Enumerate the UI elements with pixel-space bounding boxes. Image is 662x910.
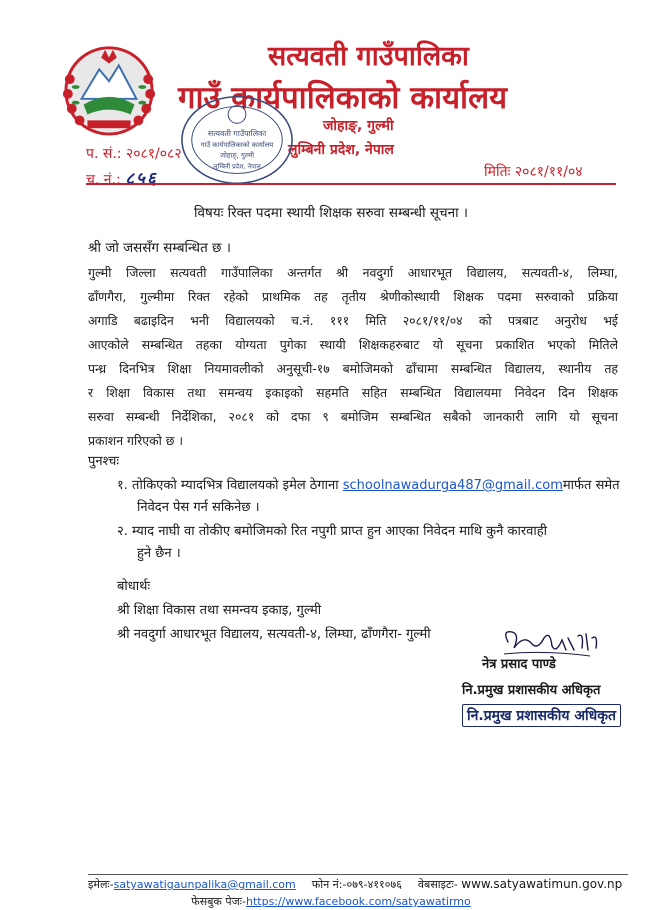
seal-line-2: गाउँ कार्यपालिकाको कार्यालय [200,140,274,149]
school-email-link[interactable]: schoolnawadurga487@gmail.com [342,478,563,493]
seal-line-4: लुम्बिनी प्रदेश, नेपाल [213,162,261,171]
date-value: २०८१/११/०४ [514,164,583,180]
postscript-item-1-continued: निवेदन पेस गर्न सकिनेछ । [137,500,260,515]
reference-number [86,144,182,163]
footer-phone: ०७९-४११०७६ [346,878,402,891]
letter-salutation: श्री जो जससँग सम्बन्धित छ । [88,240,231,256]
office-seal [178,92,296,188]
paragraph-line: अगाडि बढाइदिन भनी विद्यालयको च.नं. १११ मिति २०८१/११/०४ को पत्रबाट अनुरोध भई [88,313,618,328]
signer-title-stamp: नि.प्रमुख प्रशासकीय अधिकृत [462,704,621,727]
cc-heading: बोधार्थः [117,579,151,594]
item-text: तोकिएको म्यादभित्र विद्यालयको इमेल ठेगाना [132,478,343,493]
office-name: गाउँ कार्यपालिकाको कार्यालय [178,80,508,116]
footer-email-link[interactable]: satyawatigaunpalika@gmail.com [113,878,296,891]
postscript-item-2-continued: हुने छैन । [137,546,181,561]
dispatch-number-label: च. नं.: [86,172,121,188]
seal-line-3: जोहाङ्, गुल्मी [219,151,255,160]
seal-line-1: सत्यवती गाउँपालिका [207,129,267,139]
postscript-item-1 [117,475,620,493]
signer-title: नि.प्रमुख प्रशासकीय अधिकृत [462,683,601,698]
paragraph-line: पन्ध्र दिनभित्र शिक्षा नियमावलीको अनुसूची-१७ बमोजिमको ढाँचामा सम्बन्धित विद्यालय, स्थानीय तह [88,361,618,376]
item-text: मार्फत समेत [562,478,620,493]
postscript-heading: पुनश्चः [88,454,120,469]
paragraph-line: र शिक्षा विकास तथा समन्वय इकाइको सहमति सहित सम्बन्धित विद्यालयमा निवेदन दिन शिक्षक [88,385,618,400]
footer-divider [88,874,628,875]
paragraph-line: प्रकाशन गरिएको छ । [88,433,184,448]
reference-number-value: २०८१/०८२ [125,146,182,162]
footer-website-link[interactable]: www.satyawatimun.gov.np [461,877,623,891]
footer-facebook-link[interactable]: https://www.facebook.com/satyawatirmo [245,895,471,908]
signer-name: नेत्र प्रसाद पाण्डे [482,657,556,672]
item-number: १. [117,478,128,493]
footer-social [0,894,662,909]
address-line-2: लुम्बिनी प्रदेश, नेपाल [288,142,394,158]
item-text: म्याद नाघी वा तोकीए बमोजिमको रित नपुगी प्राप्त हुन आएका निवेदन माथि कुनै कारवाही [132,524,548,539]
cc-item: श्री शिक्षा विकास तथा समन्वय इकाइ, गुल्मी [117,603,322,618]
footer-email-label: इमेलः- [88,878,114,891]
footer-website-label: वेबसाइटः- [417,878,458,891]
item-number: २. [117,524,128,539]
address-line-1: जोहाङ्, गुल्मी [323,118,394,134]
paragraph-line: सरुवा सम्बन्धी निर्देशिका, २०८१ को दफा ९ बमोजिम सम्बन्धित सबैको जानकारी लागि यो सूचना [88,409,618,424]
footer-phone-label: फोन नं:- [311,878,347,891]
letter-date [484,162,583,181]
footer-facebook-label: फेसबुक पेजः- [191,895,246,908]
cc-item: श्री नवदुर्गा आधारभूत विद्यालय, सत्यवती-४, लिम्घा, ढाँणगैरा- गुल्मी [117,627,431,642]
date-label: मितिः [484,164,511,180]
paragraph-line: आएकोले सम्बन्धित तहका योग्यता पुगेका स्थायी शिक्षकहरुबाट यो सूचना प्रकाशित भएको मितिले [88,337,618,352]
nepal-emblem-icon [60,40,158,138]
footer-contact [88,877,622,892]
paragraph-line: ढाँणगैरा, गुल्मीमा रिक्त रहेको प्राथमिक तह तृतीय श्रेणीकोस्थायी शिक्षक पदमा सरुवाको प्रक्रिया [88,289,618,304]
reference-number-label: प. सं.: [86,146,122,162]
dispatch-number [86,166,158,189]
header-divider [86,183,616,185]
postscript-item-2 [117,521,547,539]
paragraph-line: गुल्मी जिल्ला सत्यवती गाउँपालिका अन्तर्गत श्री नवदुर्गा आधारभूत विद्यालय, सत्यवती-४, लिम्घा, [88,265,618,280]
letter-subject: विषयः रिक्त पदमा स्थायी शिक्षक सरुवा सम्बन्धी सूचना । [194,205,468,221]
org-name: सत्यवती गाउँपालिका [268,41,469,72]
dispatch-number-value: ८५६ [125,169,158,189]
